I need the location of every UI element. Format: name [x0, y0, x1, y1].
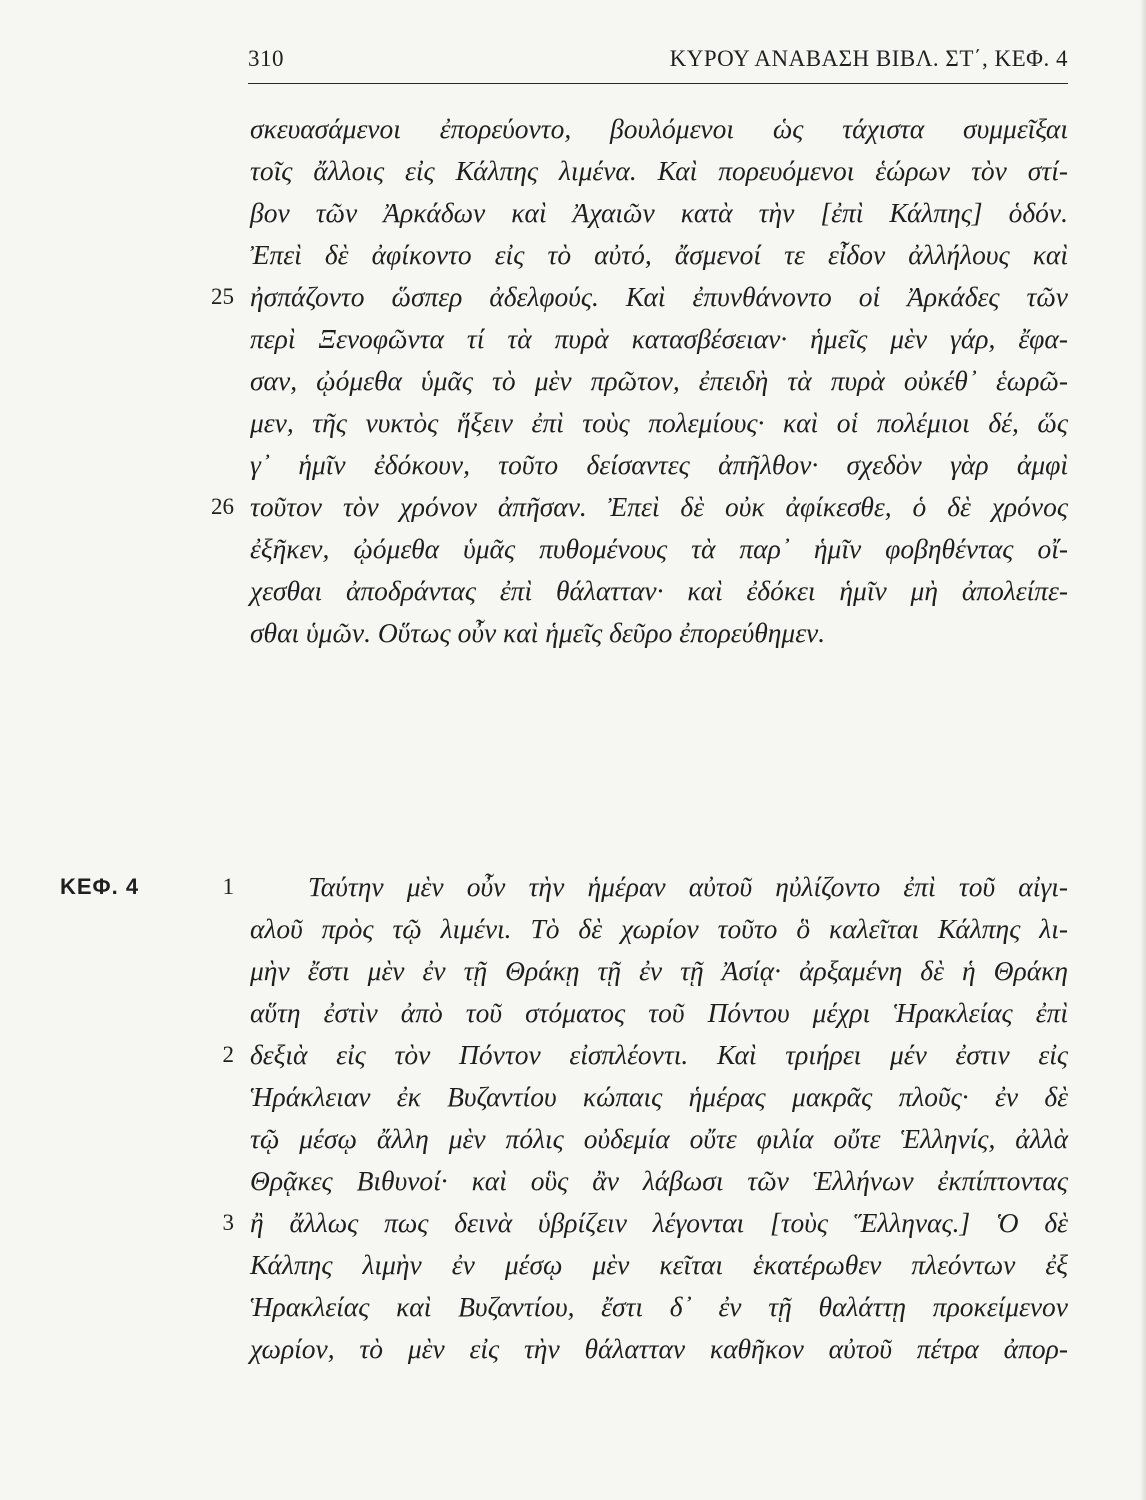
text-line: σκευασάμενοι ἐπορεύοντο, βουλόμενοι ὡς τάχιστα συμμεῖξαι: [250, 113, 1068, 144]
header-rule: [248, 83, 1068, 84]
text-line: Ἡράκλειαν ἐκ Βυζαντίου κώπαις ἡμέρας μακρᾶς πλοῦς· ἐν δὲ: [250, 1081, 1068, 1112]
text-line: περὶ Ξενοφῶντα τί τὰ πυρὰ κατασβέσειαν· ἡμεῖς μὲν γάρ, ἔφα-: [250, 323, 1068, 354]
text-line: τοῖς ἄλλοις εἰς Κάλπης λιμένα. Καὶ πορευόμενοι ἑώρων τὸν στί-: [250, 155, 1068, 186]
chapter-label: ΚΕΦ. 4: [60, 874, 140, 899]
text-line: τοῦτον τὸν χρόνον ἀπῆσαν. Ἐπεὶ δὲ οὐκ ἀφίκεσθε, ὁ δὲ χρόνος: [250, 491, 1068, 522]
text-line: Ἐπεὶ δὲ ἀφίκοντο εἰς τὸ αὐτό, ἄσμενοί τε εἶδον ἀλλήλους καὶ: [250, 239, 1068, 270]
text-line: αλοῦ πρὸς τῷ λιμένι. Τὸ δὲ χωρίον τοῦτο ὃ καλεῖται Κάλπης λι-: [250, 913, 1068, 944]
text-line: Ταύτην μὲν οὖν τὴν ἡμέραν αὐτοῦ ηὐλίζοντο ἐπὶ τοῦ αἰγι-: [308, 871, 1068, 902]
text-line: ἠσπάζοντο ὥσπερ ἀδελφούς. Καὶ ἐπυνθάνοντο οἱ Ἀρκάδες τῶν: [250, 281, 1068, 312]
section-number: 1: [222, 874, 234, 899]
section-number: 2: [222, 1042, 234, 1067]
text-line: χωρίον, τὸ μὲν εἰς τὴν θάλατταν καθῆκον αὐτοῦ πέτρα ἀπορ-: [250, 1333, 1068, 1364]
text-line: σαν, ᾠόμεθα ὑμᾶς τὸ μὲν πρῶτον, ἐπειδὴ τὰ πυρὰ οὐκέθ᾽ ἑωρῶ-: [250, 365, 1068, 396]
text-line: βον τῶν Ἀρκάδων καὶ Ἀχαιῶν κατὰ τὴν [ἐπὶ Κάλπης] ὁδόν.: [250, 197, 1068, 228]
text-line: τῷ μέσῳ ἄλλη μὲν πόλις οὐδεμία οὔτε φιλία οὔτε Ἑλληνίς, ἀλλὰ: [250, 1123, 1068, 1154]
section-number: 25: [211, 284, 234, 309]
section-number: 26: [211, 494, 234, 519]
text-line: δεξιὰ εἰς τὸν Πόντον εἰσπλέοντι. Καὶ τριήρει μέν ἐστιν εἰς: [250, 1039, 1068, 1070]
text-line: Κάλπης λιμὴν ἐν μέσῳ μὲν κεῖται ἑκατέρωθεν πλεόντων ἐξ: [250, 1249, 1068, 1280]
section-number: 3: [222, 1210, 234, 1235]
text-line: μεν, τῆς νυκτὸς ἥξειν ἐπὶ τοὺς πολεμίους· καὶ οἱ πολέμιοι δέ, ὥς: [250, 407, 1068, 438]
text-line: Ἡρακλείας καὶ Βυζαντίου, ἔστι δ᾽ ἐν τῇ θαλάττῃ προκείμενον: [250, 1291, 1068, 1322]
text-line: αὕτη ἐστὶν ἀπὸ τοῦ στόματος τοῦ Πόντου μέχρι Ἡρακλείας ἐπὶ: [250, 997, 1068, 1028]
text-line: χεσθαι ἀποδράντας ἐπὶ θάλατταν· καὶ ἐδόκει ἡμῖν μὴ ἀπολείπε-: [250, 575, 1068, 606]
text-line: ἐξῆκεν, ᾠόμεθα ὑμᾶς πυθομένους τὰ παρ᾽ ἡμῖν φοβηθέντας οἴ-: [250, 533, 1068, 564]
text-line: γ᾽ ἡμῖν ἐδόκουν, τοῦτο δείσαντες ἀπῆλθον· σχεδὸν γὰρ ἀμφὶ: [250, 449, 1068, 480]
text-line: ἢ ἄλλως πως δεινὰ ὑβρίζειν λέγονται [τοὺς Ἕλληνας.] Ὁ δὲ: [250, 1207, 1068, 1238]
scan-edge-shadow: [1140, 0, 1146, 1500]
text-line: μὴν ἔστι μὲν ἐν τῇ Θράκῃ τῇ ἐν τῇ Ἀσίᾳ· ἀρξαμένη δὲ ἡ Θράκη: [250, 955, 1068, 986]
page-number: 310: [248, 46, 284, 71]
text-line: Θρᾷκες Βιθυνοί· καὶ οὓς ἂν λάβωσι τῶν Ἑλλήνων ἐκπίπτοντας: [250, 1165, 1068, 1196]
page-header: [248, 46, 1068, 80]
text-line: σθαι ὑμῶν. Οὕτως οὖν καὶ ἡμεῖς δεῦρο ἐπορεύθημεν.: [250, 617, 826, 648]
running-title: ΚΥΡΟΥ ΑΝΑΒΑΣΗ ΒΙΒΛ. ΣΤ΄, ΚΕΦ. 4: [669, 46, 1068, 71]
